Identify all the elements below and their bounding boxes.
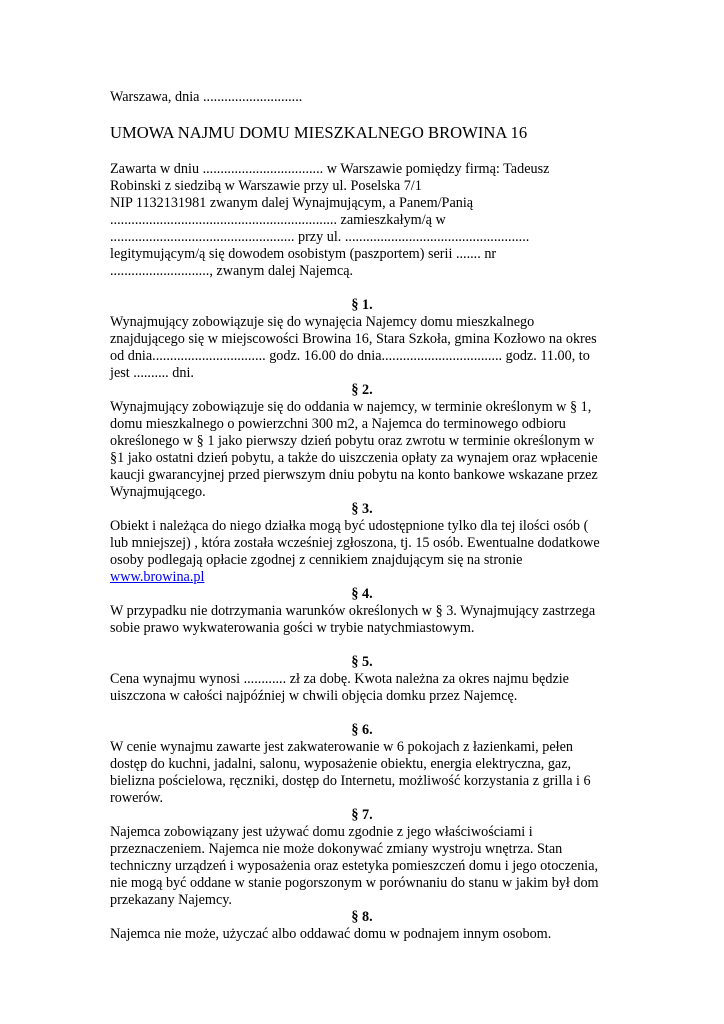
- website-link[interactable]: www.browina.pl: [110, 569, 205, 585]
- place-date: Warszawa, dnia ............................: [110, 89, 303, 105]
- intro-line: ............................, zwanym dalej Najemcą.: [110, 263, 354, 279]
- intro-line: .................................................... przy ul. ....................................................: [110, 229, 530, 245]
- section-8-line: Najemca nie może, użyczać albo oddawać domu w podnajem innym osobom.: [110, 926, 552, 942]
- section-2-line: kaucji gwarancyjnej przed pierwszym dniu pobytu na konto bankowe wskazane przez: [110, 467, 598, 483]
- section-2-line: domu mieszkalnego o powierzchni 300 m2, a Najemca do terminowego odbioru: [110, 416, 566, 432]
- section-heading-1: § 1.: [351, 297, 373, 313]
- intro-line: NIP 1132131981 zwanym dalej Wynajmującym, a Panem/Panią: [110, 195, 474, 211]
- section-2-line: Wynajmującego.: [110, 484, 206, 500]
- section-2-line: Wynajmujący zobowiązuje się do oddania w najemcy, w terminie określonym w § 1,: [110, 399, 592, 415]
- section-5-line: Cena wynajmu wynosi ............ zł za dobę. Kwota należna za okres najmu będzie: [110, 671, 569, 687]
- section-7-line: Najemca zobowiązany jest używać domu zgodnie z jego właściwościami i: [110, 824, 533, 840]
- section-6-line: bielizna pościelowa, ręczniki, dostęp do Internetu, możliwość korzystania z grilla i 6: [110, 773, 591, 789]
- section-3-line: lub mniejszej) , która została wcześniej zgłoszona, tj. 15 osób. Ewentualne dodatkowe: [110, 535, 600, 551]
- section-6-line: rowerów.: [110, 790, 164, 806]
- section-3-line: Obiekt i należąca do niego działka mogą być udostępnione tylko dla tej ilości osób (: [110, 518, 589, 534]
- section-1-line: jest .......... dni.: [110, 365, 194, 381]
- section-heading-2: § 2.: [351, 382, 373, 398]
- section-5-line: uiszczona w całości najpóźniej w chwili objęcia domku przez Najemcę.: [110, 688, 518, 704]
- section-heading-4: § 4.: [351, 586, 373, 602]
- section-7-line: nie mogą być oddane w stanie pogorszonym w porównaniu do stanu w jakim był dom: [110, 875, 599, 891]
- section-7-line: techniczny urządzeń i wyposażenia oraz estetyka pomieszczeń domu i jego otoczenia,: [110, 858, 599, 874]
- section-1-line: Wynajmujący zobowiązuje się do wynajęcia Najemcy domu mieszkalnego: [110, 314, 535, 330]
- section-4-line: sobie prawo wykwaterowania gości w trybie natychmiastowym.: [110, 620, 475, 636]
- section-2-line: §1 jako ostatni dzień pobytu, a także do uiszczenia opłaty za wynajem oraz wpłacenie: [110, 450, 598, 466]
- intro-line: legitymującym/ą się dowodem osobistym (paszportem) serii ....... nr: [110, 246, 497, 262]
- section-heading-8: § 8.: [351, 909, 373, 925]
- section-7-line: przekazany Najemcy.: [110, 892, 232, 908]
- intro-line: ................................................................ zamieszkałym/ą w: [110, 212, 446, 228]
- section-heading-6: § 6.: [351, 722, 373, 738]
- section-6-line: W cenie wynajmu zawarte jest zakwaterowanie w 6 pokojach z łazienkami, pełen: [110, 739, 573, 755]
- section-7-line: przeznaczeniem. Najemca nie może dokonywać zmiany wystroju wnętrza. Stan: [110, 841, 563, 857]
- section-4-line: W przypadku nie dotrzymania warunków określonych w § 3. Wynajmujący zastrzega: [110, 603, 596, 619]
- section-1-line: od dnia................................ godz. 16.00 do dnia.................................. godz. 11.00, to: [110, 348, 590, 364]
- intro-line: Robinski z siedzibą w Warszawie przy ul. Poselska 7/1: [110, 178, 422, 194]
- section-2-line: określonego w § 1 jako pierwszy dzień pobytu oraz zwrotu w terminie określonym w: [110, 433, 595, 449]
- section-1-line: znajdującego się w miejscowości Browina 16, Stara Szkoła, gmina Kozłowo na okres: [110, 331, 597, 347]
- intro-line: Zawarta w dniu .................................. w Warszawie pomiędzy firmą: Tadeusz: [110, 161, 550, 177]
- section-heading-3: § 3.: [351, 501, 373, 517]
- section-6-line: dostęp do kuchni, jadalni, salonu, wyposażenie obiektu, energia elektryczna, gaz,: [110, 756, 572, 772]
- section-heading-5: § 5.: [351, 654, 373, 670]
- section-heading-7: § 7.: [351, 807, 373, 823]
- section-3-line: osoby podlegają opłacie zgodnej z cennikiem znajdującym się na stronie: [110, 552, 523, 568]
- document-title: UMOWA NAJMU DOMU MIESZKALNEGO BROWINA 16: [110, 123, 528, 142]
